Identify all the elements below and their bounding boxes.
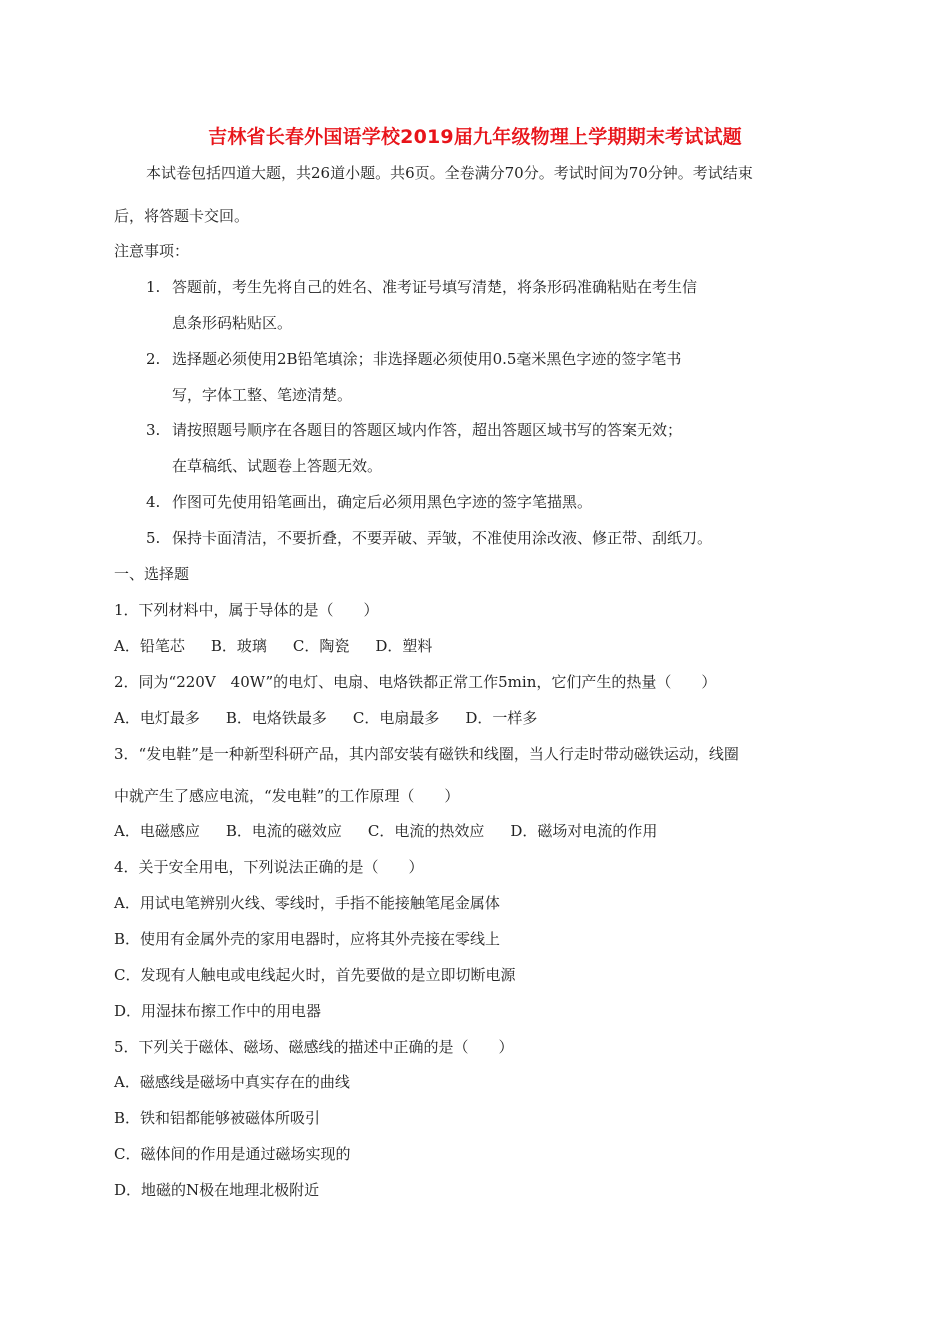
question-4-option-d: D．用湿抹布擦工作中的用电器 [114,1002,322,1020]
notice-item-2 [146,349,681,369]
option-b: B．电烙铁最多 [225,709,327,727]
notice-item-number: 3. [146,421,161,439]
notice-item-number: 4. [146,493,161,511]
option-a: A．铅笔芯 [114,637,185,655]
question-2-options [114,708,537,728]
option-a: A．电磁感应 [114,822,200,840]
question-3-stem-continued: 中就产生了感应电流，“发电鞋”的工作原理（ ） [114,787,460,805]
notice-item-text: 作图可先使用铅笔画出，确定后必须用黑色字迹的签字笔描黑。 [172,493,593,511]
option-c: C．电流的热效应 [367,822,485,840]
option-c: C．陶瓷 [292,637,350,655]
notice-item-3 [146,420,682,440]
question-5-option-c: C．磁体间的作用是通过磁场实现的 [114,1145,351,1163]
intro-line-1: 本试卷包括四道大题，共26道小题。共6页。全卷满分70分。考试时间为70分钟。考试结束 [146,164,753,182]
question-5-option-a: A．磁感线是磁场中真实存在的曲线 [114,1073,350,1091]
notice-item-2-continued: 写，字体工整、笔迹清楚。 [172,386,353,404]
notice-item-text: 保持卡面清洁，不要折叠，不要弄破、弄皱，不准使用涂改液、修正带、刮纸刀。 [172,529,713,547]
question-4-stem: 4．关于安全用电，下列说法正确的是（ ） [114,858,424,876]
option-c: C．电扇最多 [352,709,440,727]
notice-item-5 [146,528,712,548]
option-b: B．玻璃 [210,637,267,655]
notice-heading: 注意事项： [114,242,190,260]
question-5-option-b: B．铁和铝都能够被磁体所吸引 [114,1109,321,1127]
question-4-option-b: B．使用有金属外壳的家用电器时，应将其外壳接在零线上 [114,930,501,948]
question-5-option-d: D．地磁的N极在地理北极附近 [114,1181,320,1199]
option-d: D．一样多 [465,709,538,727]
notice-item-1-continued: 息条形码粘贴区。 [172,314,293,332]
notice-item-3-continued: 在草稿纸、试题卷上答题无效。 [172,457,383,475]
question-2-stem: 2．同为“220V 40W”的电灯、电扇、电烙铁都正常工作5min，它们产生的热量（ ） [114,673,717,691]
question-3-options [114,821,657,841]
question-1-options [114,636,432,656]
notice-item-number: 2. [146,350,161,368]
notice-item-text: 选择题必须使用2B铅笔填涂；非选择题必须使用0.5毫米黑色字迹的签字笔书 [172,350,682,368]
document-title: 吉林省长春外国语学校2019届九年级物理上学期期末考试试题 [208,126,742,148]
notice-item-number: 1. [146,278,161,296]
option-a: A．电灯最多 [114,709,200,727]
option-d: D．塑料 [375,637,433,655]
notice-item-text: 答题前，考生先将自己的姓名、准考证号填写清楚，将条形码准确粘贴在考生信 [172,278,698,296]
option-b: B．电流的磁效应 [225,822,342,840]
question-5-stem: 5．下列关于磁体、磁场、磁感线的描述中正确的是（ ） [114,1038,514,1056]
notice-item-text: 请按照题号顺序在各题目的答题区域内作答，超出答题区域书写的答案无效； [172,421,683,439]
question-3-stem: 3．“发电鞋”是一种新型科研产品，其内部安装有磁铁和线圈，当人行走时带动磁铁运动，线圈 [114,745,739,763]
question-4-option-c: C．发现有人触电或电线起火时，首先要做的是立即切断电源 [114,966,516,984]
notice-item-1 [146,277,697,297]
question-4-option-a: A．用试电笔辨别火线、零线时，手指不能接触笔尾金属体 [114,894,500,912]
option-d: D．磁场对电流的作用 [510,822,658,840]
notice-item-4 [146,492,592,512]
question-1-stem: 1．下列材料中，属于导体的是（ ） [114,601,379,619]
intro-line-2: 后，将答题卡交回。 [114,207,250,225]
notice-item-number: 5. [146,529,161,547]
section-heading: 一、选择题 [114,565,190,583]
